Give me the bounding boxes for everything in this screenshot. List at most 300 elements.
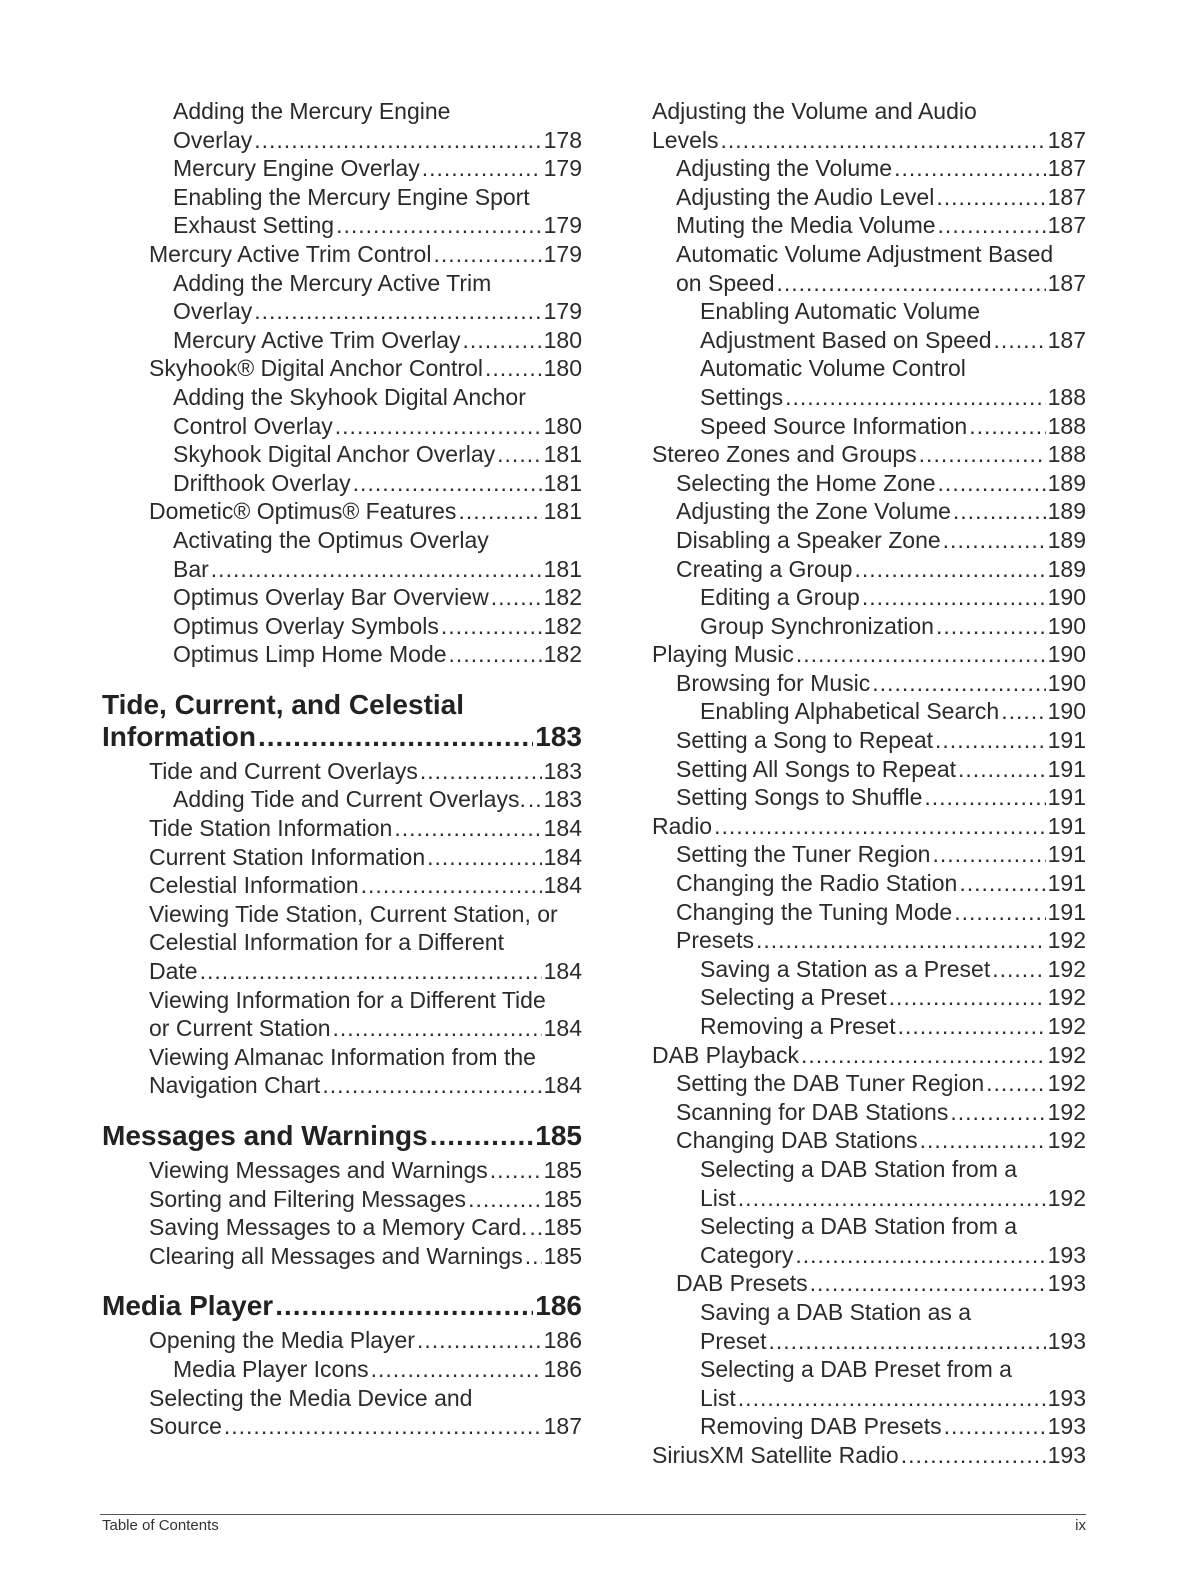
toc-entry[interactable] <box>652 497 1086 526</box>
toc-page-number: 192 <box>1047 1098 1086 1125</box>
toc-entry[interactable] <box>102 843 582 872</box>
toc-page-number: 189 <box>1047 526 1086 553</box>
toc-entry-title: Changing DAB Stations <box>676 1127 918 1154</box>
toc-entry[interactable] <box>652 1212 1086 1269</box>
toc-dot-leader <box>943 526 1046 555</box>
toc-entry-title: Presets <box>676 927 754 954</box>
toc-dot-leader <box>924 783 1045 812</box>
toc-page-number: 179 <box>543 155 582 182</box>
toc-page-number: 185 <box>543 1157 582 1183</box>
toc-entry-title: Mercury Active Trim Control <box>149 240 432 267</box>
toc-entry-title: Overlay <box>173 298 253 325</box>
toc-entry[interactable] <box>102 757 582 786</box>
toc-dot-leader <box>463 326 542 355</box>
toc-dot-leader <box>361 871 542 900</box>
toc-dot-leader <box>497 440 541 469</box>
toc-entry-title: Bar <box>173 555 209 582</box>
toc-entry[interactable] <box>652 555 1086 584</box>
toc-page-number: 191 <box>1047 841 1086 868</box>
toc-entry[interactable] <box>652 297 1086 354</box>
toc-entry[interactable] <box>102 526 582 583</box>
toc-entry[interactable] <box>652 440 1086 469</box>
toc-entry-title: Drifthook Overlay <box>173 469 351 496</box>
toc-entry-title: Setting a Song to Repeat <box>676 727 934 754</box>
toc-entry[interactable] <box>102 814 582 843</box>
toc-dot-leader <box>441 612 542 641</box>
toc-entry[interactable] <box>102 97 582 154</box>
toc-page-number: 192 <box>1047 1041 1086 1068</box>
toc-dot-leader <box>785 383 1046 412</box>
toc-dot-leader <box>950 1098 1045 1127</box>
toc-page-number: 185 <box>535 1120 582 1151</box>
toc-dot-leader <box>525 1242 542 1271</box>
toc-entry[interactable] <box>652 469 1086 498</box>
toc-entry-title: Skyhook Digital Anchor Overlay <box>173 441 496 468</box>
toc-entry-title: Changing the Radio Station <box>676 870 958 897</box>
toc-entry-title: Muting the Media Volume <box>676 212 936 239</box>
toc-entry[interactable] <box>652 612 1086 641</box>
toc-page-number: 182 <box>543 612 582 639</box>
toc-column-right <box>652 97 1086 1470</box>
toc-page-number: 189 <box>1047 555 1086 582</box>
toc-dot-leader <box>468 1185 542 1214</box>
toc-entry-title: Editing a Group <box>700 584 860 611</box>
toc-entry[interactable] <box>652 869 1086 898</box>
toc-entry-title-line: Tide, Current, and Celestial <box>102 688 465 720</box>
toc-dot-leader <box>958 755 1046 784</box>
toc-page-number: 184 <box>543 1072 582 1099</box>
toc-entry-title: or Current Station <box>149 1015 331 1042</box>
toc-dot-leader <box>528 785 542 814</box>
toc-entry[interactable] <box>652 1269 1086 1298</box>
toc-entry[interactable] <box>102 269 582 326</box>
toc-dot-leader <box>322 1071 541 1100</box>
toc-entry[interactable] <box>102 440 582 469</box>
toc-page-number: 191 <box>1047 812 1086 839</box>
toc-page-number: 192 <box>1047 1184 1086 1211</box>
toc-dot-leader <box>254 126 541 155</box>
toc-entry[interactable] <box>652 154 1086 183</box>
toc-entry-title: Group Synchronization <box>700 612 934 639</box>
toc-page-number: 188 <box>1047 412 1086 439</box>
toc-dot-leader <box>959 869 1045 898</box>
toc-entry[interactable] <box>102 986 582 1043</box>
toc-dot-leader <box>889 983 1046 1012</box>
toc-page-number: 182 <box>543 584 582 611</box>
toc-entry-title: Playing Music <box>652 641 794 668</box>
toc-page-number: 184 <box>543 872 582 899</box>
toc-entry[interactable] <box>652 1355 1086 1412</box>
toc-dot-leader <box>417 1326 542 1355</box>
toc-page-number: 188 <box>1047 383 1086 410</box>
toc-dot-leader <box>336 211 542 240</box>
toc-chapter-entry[interactable] <box>102 1290 582 1322</box>
toc-page-number: 181 <box>543 469 582 496</box>
toc-entry[interactable] <box>652 669 1086 698</box>
toc-dot-leader <box>935 726 1046 755</box>
toc-dot-leader <box>420 757 542 786</box>
toc-entry[interactable] <box>652 183 1086 212</box>
toc-page-number: 193 <box>1047 1441 1086 1468</box>
toc-page-number: 178 <box>543 126 582 153</box>
toc-dot-leader <box>333 1014 542 1043</box>
toc-dot-leader <box>449 640 542 669</box>
toc-entry[interactable] <box>652 697 1086 726</box>
toc-page-number: 186 <box>535 1290 582 1322</box>
toc-entry[interactable] <box>652 526 1086 555</box>
toc-entry[interactable] <box>102 383 582 440</box>
toc-entry[interactable] <box>102 1355 582 1384</box>
toc-entry-title: Adjusting the Audio Level <box>676 183 935 210</box>
toc-dot-leader <box>854 555 1045 584</box>
toc-page-number: 184 <box>543 843 582 870</box>
toc-dot-leader <box>936 612 1046 641</box>
toc-entry-title: Optimus Overlay Symbols <box>173 612 439 639</box>
toc-entry[interactable] <box>102 900 582 986</box>
toc-page-number: 179 <box>543 298 582 325</box>
toc-dot-leader <box>953 497 1046 526</box>
toc-dot-leader <box>894 154 1046 183</box>
toc-entry[interactable] <box>102 1185 582 1214</box>
toc-page-number: 181 <box>543 441 582 468</box>
toc-page-number: 183 <box>543 786 582 813</box>
toc-entry-title: Removing a Preset <box>700 1013 896 1039</box>
toc-dot-leader <box>254 297 541 326</box>
toc-page-number: 189 <box>1047 469 1086 496</box>
toc-page-number: 191 <box>1047 727 1086 754</box>
toc-dot-leader <box>275 1290 533 1322</box>
toc-entry-title-line: Viewing Tide Station, Current Station, or <box>149 900 558 927</box>
toc-page-number: 193 <box>1047 1270 1086 1297</box>
toc-entry-title: Optimus Overlay Bar Overview <box>173 584 489 611</box>
toc-entry-title: Adjustment Based on Speed <box>700 326 992 353</box>
toc-entry-title-line: Automatic Volume Adjustment Based <box>676 240 1054 267</box>
toc-dot-leader <box>335 412 542 441</box>
toc-dot-leader <box>795 1241 1045 1270</box>
toc-entry-title: Adding Tide and Current Overlays. <box>173 786 526 813</box>
toc-entry-title: Saving Messages to a Memory Card. <box>149 1214 528 1241</box>
toc-entry[interactable] <box>102 612 582 641</box>
toc-dot-leader <box>224 1412 542 1441</box>
toc-entry-title-line: Adding the Mercury Engine <box>173 98 451 124</box>
toc-entry-title: Navigation Chart <box>149 1072 321 1099</box>
toc-entry[interactable] <box>652 1155 1086 1212</box>
toc-entry-title: Changing the Tuning Mode <box>676 898 953 925</box>
footer-section-label: Table of Contents <box>102 1517 219 1534</box>
toc-entry-title: Skyhook® Digital Anchor Control <box>149 355 483 382</box>
toc-entry-title: DAB Presets <box>676 1270 808 1297</box>
toc-entry[interactable] <box>102 183 582 240</box>
toc-entry[interactable] <box>652 354 1086 411</box>
toc-entry-title: Selecting the Home Zone <box>676 469 936 496</box>
toc-dot-leader <box>258 721 533 753</box>
toc-entry[interactable] <box>652 898 1086 927</box>
toc-entry-title: Viewing Messages and Warnings <box>149 1157 488 1183</box>
toc-entry-title: Setting the Tuner Region <box>676 841 931 868</box>
toc-dot-leader <box>422 154 542 183</box>
toc-entry-title: Browsing for Music <box>676 669 871 696</box>
toc-entry-title: Tide and Current Overlays <box>149 757 418 784</box>
toc-entry-title-line: Celestial Information for a Different <box>149 929 504 956</box>
toc-page-number: 191 <box>1047 870 1086 897</box>
toc-entry[interactable] <box>652 583 1086 612</box>
toc-dot-leader <box>490 1156 542 1185</box>
toc-entry[interactable] <box>652 1126 1086 1155</box>
toc-entry-title: Source <box>149 1413 222 1440</box>
toc-entry[interactable] <box>652 1098 1086 1127</box>
toc-entry[interactable] <box>652 812 1086 841</box>
toc-page-number: 193 <box>1047 1327 1086 1354</box>
toc-dot-leader <box>200 957 542 986</box>
toc-dot-leader <box>986 1069 1045 1098</box>
toc-page-number: 185 <box>543 1185 582 1212</box>
toc-entry-title: Date <box>149 958 198 985</box>
toc-entry-title: Dometic® Optimus® Features <box>149 498 457 525</box>
toc-entry-title-line: Selecting the Media Device and <box>149 1384 473 1411</box>
toc-entry[interactable] <box>652 840 1086 869</box>
toc-page-number: 187 <box>1047 269 1086 296</box>
toc-dot-leader <box>371 1355 542 1384</box>
toc-dot-leader <box>433 240 541 269</box>
toc-entry-title: Opening the Media Player <box>149 1327 415 1354</box>
toc-dot-leader <box>720 126 1045 155</box>
toc-entry-title-line: Selecting a DAB Station from a <box>700 1213 1018 1240</box>
toc-entry[interactable] <box>652 783 1086 812</box>
toc-dot-leader <box>944 1412 1046 1441</box>
toc-page-number: 185 <box>543 1214 582 1241</box>
toc-entry-title: SiriusXM Satellite Radio <box>652 1441 899 1468</box>
toc-dot-leader <box>394 814 541 843</box>
toc-entry-title: Enabling Alphabetical Search <box>700 698 1000 725</box>
toc-entry[interactable] <box>102 640 582 669</box>
toc-entry[interactable] <box>102 1384 582 1441</box>
toc-entry-title: Stereo Zones and Groups <box>652 441 917 468</box>
toc-page-number: 184 <box>543 815 582 842</box>
toc-entry-title-line: Saving a DAB Station as a <box>700 1298 972 1325</box>
toc-entry[interactable] <box>102 1326 582 1355</box>
toc-page-number: 179 <box>543 240 582 267</box>
toc-page-number: 187 <box>1047 212 1086 239</box>
toc-dot-leader <box>862 583 1046 612</box>
toc-page-number: 192 <box>1047 1070 1086 1097</box>
toc-entry-title: Current Station Information <box>149 843 426 870</box>
toc-page-number: 185 <box>543 1242 582 1269</box>
toc-entry[interactable] <box>652 1441 1086 1470</box>
toc-entry-title: Mercury Engine Overlay <box>173 155 420 182</box>
toc-entry-title: Messages and Warnings <box>102 1120 428 1151</box>
toc-entry-title-line: Adding the Mercury Active Trim <box>173 269 492 296</box>
toc-entry[interactable] <box>102 583 582 612</box>
toc-entry-title-line: Adjusting the Volume and Audio <box>652 98 977 124</box>
toc-entry-title: Selecting a Preset <box>700 984 887 1011</box>
toc-entry-title-line: Viewing Information for a Different Tide <box>149 986 546 1013</box>
toc-page-number: 192 <box>1047 927 1086 954</box>
toc-entry[interactable] <box>102 1213 582 1242</box>
toc-dot-leader <box>211 555 542 584</box>
toc-entry[interactable] <box>102 469 582 498</box>
toc-dot-leader <box>529 1213 541 1242</box>
toc-page-number: 180 <box>543 326 582 353</box>
toc-entry[interactable] <box>652 97 1086 154</box>
toc-entry-title: Media Player Icons <box>173 1355 369 1382</box>
toc-dot-leader <box>491 583 542 612</box>
toc-entry[interactable] <box>102 1242 582 1271</box>
toc-entry[interactable] <box>652 726 1086 755</box>
toc-dot-leader <box>427 843 541 872</box>
toc-column-left <box>102 97 582 1441</box>
toc-page-number: 191 <box>1047 755 1086 782</box>
toc-entry-title: Clearing all Messages and Warnings <box>149 1242 523 1269</box>
toc-entry-title: Levels <box>652 126 719 153</box>
toc-entry[interactable] <box>102 497 582 526</box>
toc-dot-leader <box>938 211 1046 240</box>
toc-dot-leader <box>994 326 1046 355</box>
toc-dot-leader <box>485 354 542 383</box>
toc-dot-leader <box>756 926 1046 955</box>
toc-entry-title-line: Selecting a DAB Preset from a <box>700 1356 1012 1383</box>
toc-page-number: 190 <box>1047 612 1086 639</box>
toc-page-number: 187 <box>1047 326 1086 353</box>
toc-dot-leader <box>738 1184 1046 1213</box>
toc-entry-title: Setting Songs to Shuffle <box>676 784 923 811</box>
toc-entry-title: Speed Source Information <box>700 412 968 439</box>
toc-entry-title: Adjusting the Zone Volume <box>676 498 951 525</box>
toc-page-number: 180 <box>543 412 582 439</box>
toc-page-number: 183 <box>535 720 582 752</box>
toc-entry-title-line: Enabling Automatic Volume <box>700 298 981 325</box>
toc-entry[interactable] <box>652 755 1086 784</box>
toc-entry[interactable] <box>102 1043 582 1100</box>
toc-entry-title: List <box>700 1384 736 1411</box>
toc-chapter-entry[interactable] <box>102 689 582 753</box>
toc-entry-title: Adjusting the Volume <box>676 155 893 182</box>
toc-dot-leader <box>969 412 1045 441</box>
toc-page-number: 184 <box>543 958 582 985</box>
toc-entry[interactable] <box>102 326 582 355</box>
toc-page-number: 190 <box>1047 641 1086 668</box>
toc-entry[interactable] <box>652 240 1086 297</box>
toc-entry-title: Tide Station Information <box>149 815 393 842</box>
toc-entry-title: Control Overlay <box>173 412 333 439</box>
toc-entry-title: Settings <box>700 383 784 410</box>
toc-entry[interactable] <box>652 983 1086 1012</box>
toc-entry-title: Information <box>102 720 256 752</box>
toc-entry-title: List <box>700 1184 736 1211</box>
toc-entry[interactable] <box>652 1069 1086 1098</box>
toc-dot-leader <box>353 469 542 498</box>
toc-page-number: 179 <box>543 212 582 239</box>
toc-dot-leader <box>776 269 1045 298</box>
toc-page-number: 186 <box>543 1355 582 1382</box>
toc-page-number: 181 <box>543 555 582 582</box>
toc-entry[interactable] <box>652 955 1086 984</box>
toc-entry[interactable] <box>652 1412 1086 1441</box>
toc-page-number: 188 <box>1047 441 1086 468</box>
toc-entry-title: Setting All Songs to Repeat <box>676 755 957 782</box>
toc-entry-title-line: Viewing Almanac Information from the <box>149 1043 536 1070</box>
toc-entry[interactable] <box>102 240 582 269</box>
toc-page-number: 191 <box>1047 784 1086 811</box>
toc-page-number: 182 <box>543 641 582 668</box>
toc-entry-title-line: Activating the Optimus Overlay <box>173 526 489 553</box>
toc-dot-leader <box>738 1384 1046 1413</box>
toc-dot-leader <box>920 1126 1046 1155</box>
toc-entry-title-line: Automatic Volume Control <box>700 355 966 382</box>
toc-dot-leader <box>872 669 1045 698</box>
toc-dot-leader <box>768 1327 1045 1356</box>
toc-dot-leader <box>936 183 1045 212</box>
toc-page-number: 191 <box>1047 898 1086 925</box>
toc-entry-title: Optimus Limp Home Mode <box>173 641 447 668</box>
toc-page-number: 180 <box>543 355 582 382</box>
toc-page-number: 187 <box>1047 183 1086 210</box>
toc-entry[interactable] <box>652 926 1086 955</box>
toc-entry[interactable] <box>652 640 1086 669</box>
toc-dot-leader <box>898 1012 1046 1041</box>
toc-page-number: 192 <box>1047 984 1086 1011</box>
toc-page-number: 184 <box>543 1015 582 1042</box>
toc-dot-leader <box>714 812 1046 841</box>
toc-dot-leader <box>801 1041 1046 1070</box>
toc-entry-title-line: Adding the Skyhook Digital Anchor <box>173 383 526 410</box>
toc-page-number: 189 <box>1047 498 1086 525</box>
toc-dot-leader <box>919 440 1046 469</box>
toc-dot-leader <box>938 469 1046 498</box>
toc-page-number: 187 <box>1047 155 1086 182</box>
toc-page-number: 186 <box>543 1327 582 1354</box>
toc-page-number: 192 <box>1047 1013 1086 1039</box>
toc-page-number: 192 <box>1047 1127 1086 1154</box>
toc-page-number: 187 <box>1047 126 1086 153</box>
toc-chapter-entry[interactable] <box>102 1120 582 1152</box>
toc-page-number: 193 <box>1047 1384 1086 1411</box>
toc-entry-title: Removing DAB Presets <box>700 1413 942 1440</box>
toc-page-number: 192 <box>1047 955 1086 982</box>
toc-entry[interactable] <box>102 871 582 900</box>
toc-entry[interactable] <box>652 1298 1086 1355</box>
toc-dot-leader <box>1001 697 1045 726</box>
toc-dot-leader <box>458 497 541 526</box>
toc-entry-title: Category <box>700 1241 794 1268</box>
toc-entry-title: Setting the DAB Tuner Region <box>676 1070 985 1097</box>
toc-entry[interactable] <box>652 1041 1086 1070</box>
toc-entry[interactable] <box>102 785 582 814</box>
toc-entry-title: Media Player <box>102 1290 274 1322</box>
toc-dot-leader <box>901 1441 1046 1470</box>
toc-entry-title-line: Selecting a DAB Station from a <box>700 1155 1018 1182</box>
toc-dot-leader <box>810 1269 1046 1298</box>
toc-page-number: 187 <box>543 1413 582 1440</box>
toc-entry[interactable] <box>102 354 582 383</box>
toc-dot-leader <box>796 640 1046 669</box>
toc-entry[interactable] <box>652 412 1086 441</box>
toc-entry-title: Creating a Group <box>676 555 853 582</box>
toc-entry-title: Celestial Information <box>149 872 359 899</box>
toc-dot-leader <box>992 955 1045 984</box>
toc-entry[interactable] <box>652 1012 1086 1041</box>
toc-page-number: 190 <box>1047 669 1086 696</box>
toc-entry[interactable] <box>102 1156 582 1185</box>
toc-entry-title: on Speed <box>676 269 775 296</box>
toc-page-number: 190 <box>1047 698 1086 725</box>
toc-entry[interactable] <box>102 154 582 183</box>
toc-dot-leader <box>932 840 1045 869</box>
footer-divider <box>100 1514 1086 1515</box>
toc-entry-title: Mercury Active Trim Overlay <box>173 326 461 353</box>
toc-page-number: 193 <box>1047 1241 1086 1268</box>
toc-entry[interactable] <box>652 211 1086 240</box>
toc-entry-title-line: Enabling the Mercury Engine Sport <box>173 183 530 210</box>
